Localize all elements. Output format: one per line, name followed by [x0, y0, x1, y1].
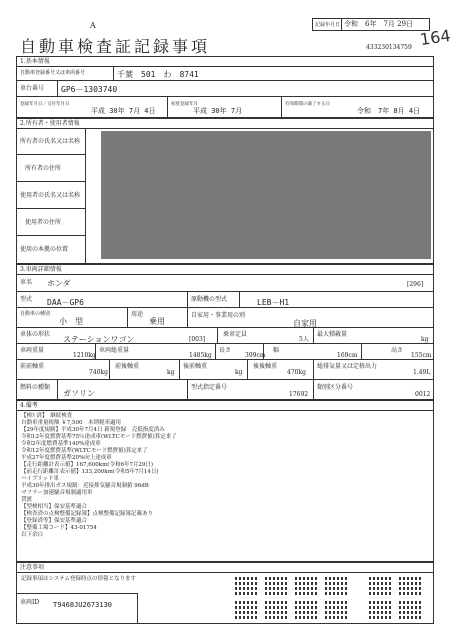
qr-code-6 — [295, 599, 319, 621]
width-label: 幅 — [273, 347, 280, 354]
disp-label: 総排気量又は定格出力 — [317, 363, 378, 370]
plate-label: 自動車登録番号又は車両番号 — [20, 70, 86, 76]
ra-value: 470kg — [287, 369, 306, 376]
first-reg-label: 初度登録年月 — [171, 102, 198, 107]
owner-user-section — [16, 118, 434, 264]
remark-line: 令和12年度燃費基準(WLTCモード燃費値)算定来了 — [21, 448, 148, 454]
basic-info-section — [16, 56, 434, 118]
qr-code-9 — [369, 575, 393, 597]
height-label: 高さ — [391, 347, 404, 354]
remarks-section — [16, 400, 434, 562]
remark-line: 【登録済等】保安基準適合 — [21, 518, 88, 524]
shape-label: 車体の形状 — [20, 331, 51, 338]
maxload-unit: kg — [421, 336, 429, 343]
qr-code-3 — [265, 575, 289, 597]
length-label: 長さ — [219, 347, 232, 354]
reg-label: 登録年月日／交付年月日 — [20, 102, 70, 107]
gross-value: 1485kg — [189, 352, 212, 359]
biz-label: 自家用・事業用の別 — [191, 312, 246, 319]
remark-line: 令和2年度燃費基準140%達成車 — [21, 441, 101, 447]
qr-code-2 — [235, 599, 259, 621]
vin-label: 車台番号 — [20, 85, 45, 92]
qr-code-5 — [295, 575, 319, 597]
use-value: 乗用 — [149, 317, 165, 326]
remark-line: 令和12年度燃費基準75％達成車(WLTCモード燃費値)算定来了 — [21, 434, 177, 440]
qr-code-4 — [265, 599, 289, 621]
plate-value: 千葉 501 わ 8741 — [117, 70, 199, 79]
model-value: DAA－GP6 — [47, 298, 84, 307]
qr-code-8 — [325, 599, 349, 621]
user-address-label: 使用者の住所 — [17, 209, 85, 236]
capacity-label: 乗車定員 — [223, 331, 248, 338]
rfa-unit: kg — [235, 369, 243, 376]
maxload-label: 最大積載量 — [317, 331, 348, 338]
weight-value: 1210kg — [73, 352, 96, 359]
maker-code: [296] — [407, 281, 424, 288]
notes-text: 記録事項はシステム登録時点の情報となります — [21, 576, 136, 582]
top-letter: A — [90, 21, 96, 30]
approval-label: 型式指定番号 — [191, 384, 228, 391]
shape-value: ステーションワゴン — [63, 335, 135, 344]
length-value: 399cm — [245, 352, 266, 359]
remark-line: 自動車重量税額 ￥7,500 本則税率適用 — [21, 420, 121, 426]
fa-value: 740kg — [89, 369, 108, 376]
record-date: 令和 6年 7月 29日 — [344, 20, 414, 28]
sec3-label: 3.車両詳細情報 — [20, 266, 62, 273]
fuel-value: ガソリン — [63, 389, 95, 398]
type-value: 小 型 — [59, 317, 83, 326]
remark-line: 平成30年排出ガス規制：近接排気騒音規制値 96dB — [21, 483, 149, 489]
engine-value: LEB－H1 — [257, 298, 290, 307]
remark-line: 【前走行距離計表示値】133,200km(令和5年7月14日) — [21, 469, 159, 475]
qr-code-11 — [399, 575, 423, 597]
disp-value: 1.49L — [413, 369, 431, 376]
expiry-label: 有効期間の満了する日 — [285, 102, 330, 107]
remark-line: マフラー加速騒音規制適用車 — [21, 490, 93, 496]
remark-line: 【検ｽ 済】 継続検査 — [21, 413, 73, 419]
fra-label: 前後軸重 — [115, 363, 140, 370]
notes-label: 注意事項 — [20, 564, 45, 571]
remark-line: 貸渡 — [21, 497, 33, 503]
ra-label: 後後軸重 — [253, 363, 278, 370]
sec4-label: 4.備考 — [20, 402, 38, 409]
shape-code: [003] — [189, 336, 206, 343]
qr-code-12 — [399, 599, 423, 621]
biz-value: 自家用 — [293, 319, 317, 328]
record-date-box — [312, 18, 430, 31]
remark-line: 平成27年度燃費基準20%向上達成車 — [21, 455, 112, 461]
weight-label: 車両重量 — [20, 347, 45, 354]
capacity-value: 5人 — [299, 336, 309, 343]
record-date-label: 記録年月日 — [315, 22, 341, 28]
rfa-label: 後前軸重 — [183, 363, 208, 370]
vehicle-id-label: 車両ID — [20, 599, 40, 606]
sec1-label: 1.基本情報 — [20, 58, 50, 65]
model-label: 型式 — [20, 296, 33, 303]
notes-section — [16, 562, 434, 624]
remark-line: 【走行距離計表示値】167,600km(令和6年7月29日) — [21, 462, 154, 468]
page-title: 自動車検査証記録事項 — [20, 37, 211, 56]
redaction-block — [101, 131, 431, 259]
vehicle-id: T9468JU2673130 — [53, 601, 113, 609]
height-value: 155cm — [411, 352, 432, 359]
remark-line: ハイブリッド車 — [21, 476, 59, 482]
cat-value: 0012 — [415, 391, 431, 398]
width-value: 169cm — [337, 352, 358, 359]
reg-date: 平成 30年 7月 4日 — [91, 107, 156, 115]
qr-code-7 — [325, 575, 349, 597]
qr-code-10 — [369, 599, 393, 621]
fra-unit: kg — [167, 369, 175, 376]
use-label: 用途 — [131, 311, 144, 318]
fa-label: 前前軸重 — [20, 363, 45, 370]
qr-code-1 — [235, 575, 259, 597]
expiry-date: 令和 7年 8月 4日 — [357, 107, 421, 115]
owner-address-label: 所有者の住所 — [17, 155, 85, 182]
remarks-lines — [21, 413, 177, 539]
user-name-label: 使用者の氏名又は名称 — [17, 182, 85, 209]
doc-number: 433230134759 — [366, 44, 412, 51]
cat-label: 類別区分番号 — [317, 384, 354, 391]
first-reg: 平成 30年 7月 — [193, 107, 243, 115]
type-label: 自動車の種別 — [20, 311, 51, 317]
remark-line: 【29年度規制】平成30年7月4日 新規登録 売抵指度済み — [21, 427, 165, 433]
remark-line: 【型検相当】保安基準適合 — [21, 504, 88, 510]
fuel-label: 燃料の種類 — [20, 384, 51, 391]
owner-name-label: 所有者の氏名又は名称 — [17, 128, 85, 155]
base-location-label: 使用の本拠の位置 — [20, 246, 69, 253]
gross-label: 車両総重量 — [99, 347, 130, 354]
engine-label: 原動機の型式 — [191, 296, 228, 303]
remark-line: 以下余白 — [21, 532, 44, 538]
vin-value: GP6－1303740 — [61, 85, 118, 94]
vehicle-detail-section — [16, 264, 434, 400]
approval-value: 17692 — [289, 391, 309, 398]
remark-line: 【検査済の点検整備記録簿】点検整備記録簿記載あり — [21, 511, 154, 517]
maker-value: ホンダ — [47, 279, 71, 288]
sec2-label: 2.所有者・使用者情報 — [20, 120, 80, 127]
handwritten-number: 164 — [418, 25, 452, 50]
remark-line: 【整備工場コード】43-01754 — [21, 525, 97, 531]
maker-label: 車名 — [20, 279, 33, 286]
